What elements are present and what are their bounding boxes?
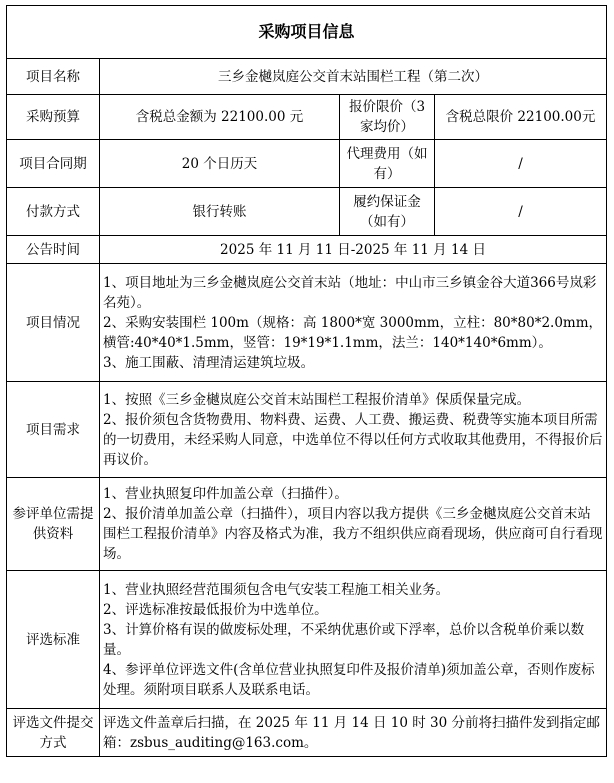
payment-value: 银行转账 [100, 188, 340, 236]
guarantee-value: / [435, 188, 607, 236]
guarantee-label: 履约保证金（如有） [340, 188, 435, 236]
agency-fee-value: / [435, 140, 607, 188]
project-situation-row [7, 264, 607, 382]
materials-line: 2、报价清单加盖公章（扫描件），项目内容以我方提供《三乡金樾岚庭公交首末站围栏工程报价清单》内容及格式为准，我方不组织供应商看现场，供应商可自行看现场。 [103, 506, 603, 562]
announcement-value: 2025 年 11 月 11 日-2025 年 11 月 14 日 [100, 236, 607, 264]
submission-row [7, 709, 607, 757]
project-requirements-row [7, 382, 607, 478]
title-row [7, 6, 607, 59]
situation-line: 3、施工围蔽、清理清运建筑垃圾。 [103, 354, 315, 371]
criteria-line: 3、计算价格有误的做废标处理，不采纳优惠价或下浮率，总价以含税单价乘以数量。 [103, 621, 585, 658]
project-name-value: 三乡金樾岚庭公交首末站围栏工程（第二次） [100, 59, 607, 95]
criteria-line: 2、评选标准按最低报价为中选单位。 [103, 601, 328, 618]
requirement-line: 2、报价须包含货物费用、物料费、运费、人工费、搬运费、税费等实施本项目所需的一切费用，未经采购人同意，中选单位不得以任何方式收取其他费用，不得报价后再议价。 [103, 411, 603, 468]
announcement-label: 公告时间 [7, 236, 100, 264]
submission-content: 评选文件盖章后扫描，在 2025 年 11 月 14 日 10 时 30 分前将扫描件发到指定邮箱：zsbus_auditing@163.com。 [100, 709, 607, 757]
materials-line: 1、营业执照复印件加盖公章（扫描件）。 [103, 486, 348, 502]
budget-row [7, 95, 607, 140]
procurement-info-table [6, 5, 607, 757]
project-requirements-label: 项目需求 [7, 382, 100, 478]
criteria-row [7, 571, 607, 709]
project-name-label: 项目名称 [7, 59, 100, 95]
requirement-line: 1、按照《三乡金樾岚庭公交首末站围栏工程报价清单》保质保量完成。 [103, 391, 531, 408]
agency-fee-label: 代理费用（如有） [340, 140, 435, 188]
project-requirements-content [100, 382, 607, 478]
budget-value: 含税总金额为 22100.00 元 [100, 95, 340, 140]
contract-period-label: 项目合同期 [7, 140, 100, 188]
contract-period-row [7, 140, 607, 188]
price-limit-value: 含税总限价 22100.00元 [435, 95, 607, 140]
materials-content [100, 478, 607, 571]
materials-row [7, 478, 607, 571]
submission-label: 评选文件提交方式 [7, 709, 100, 757]
situation-line: 1、项目地址为三乡金樾岚庭公交首末站（地址：中山市三乡镇金谷大道366号岚彩名苑）。 [103, 274, 597, 311]
materials-label: 参评单位需提供资料 [7, 478, 100, 571]
contract-period-value: 20 个日历天 [100, 140, 340, 188]
budget-label: 采购预算 [7, 95, 100, 140]
criteria-content [100, 571, 607, 709]
criteria-line: 4、参评单位评选文件(含单位营业执照复印件及报价清单)须加盖公章，否则作废标处理。须附项目联系人及联系电话。 [103, 661, 595, 698]
criteria-label: 评选标准 [7, 571, 100, 709]
situation-line: 2、采购安装围栏 100m（规格：高 1800*宽 3000mm，立柱：80*80*2.0mm，横管:40*40*1.5mm，竖管：19*19*1.1mm，法兰：140*140*6mm）。 [103, 314, 603, 351]
project-situation-content [100, 264, 607, 382]
criteria-line: 1、营业执照经营范围须包含电气安装工程施工相关业务。 [103, 581, 450, 598]
payment-label: 付款方式 [7, 188, 100, 236]
project-name-row [7, 59, 607, 95]
announcement-row [7, 236, 607, 264]
payment-row [7, 188, 607, 236]
page-title: 采购项目信息 [7, 6, 607, 59]
project-situation-label: 项目情况 [7, 264, 100, 382]
price-limit-label: 报价限价（3家均价） [340, 95, 435, 140]
